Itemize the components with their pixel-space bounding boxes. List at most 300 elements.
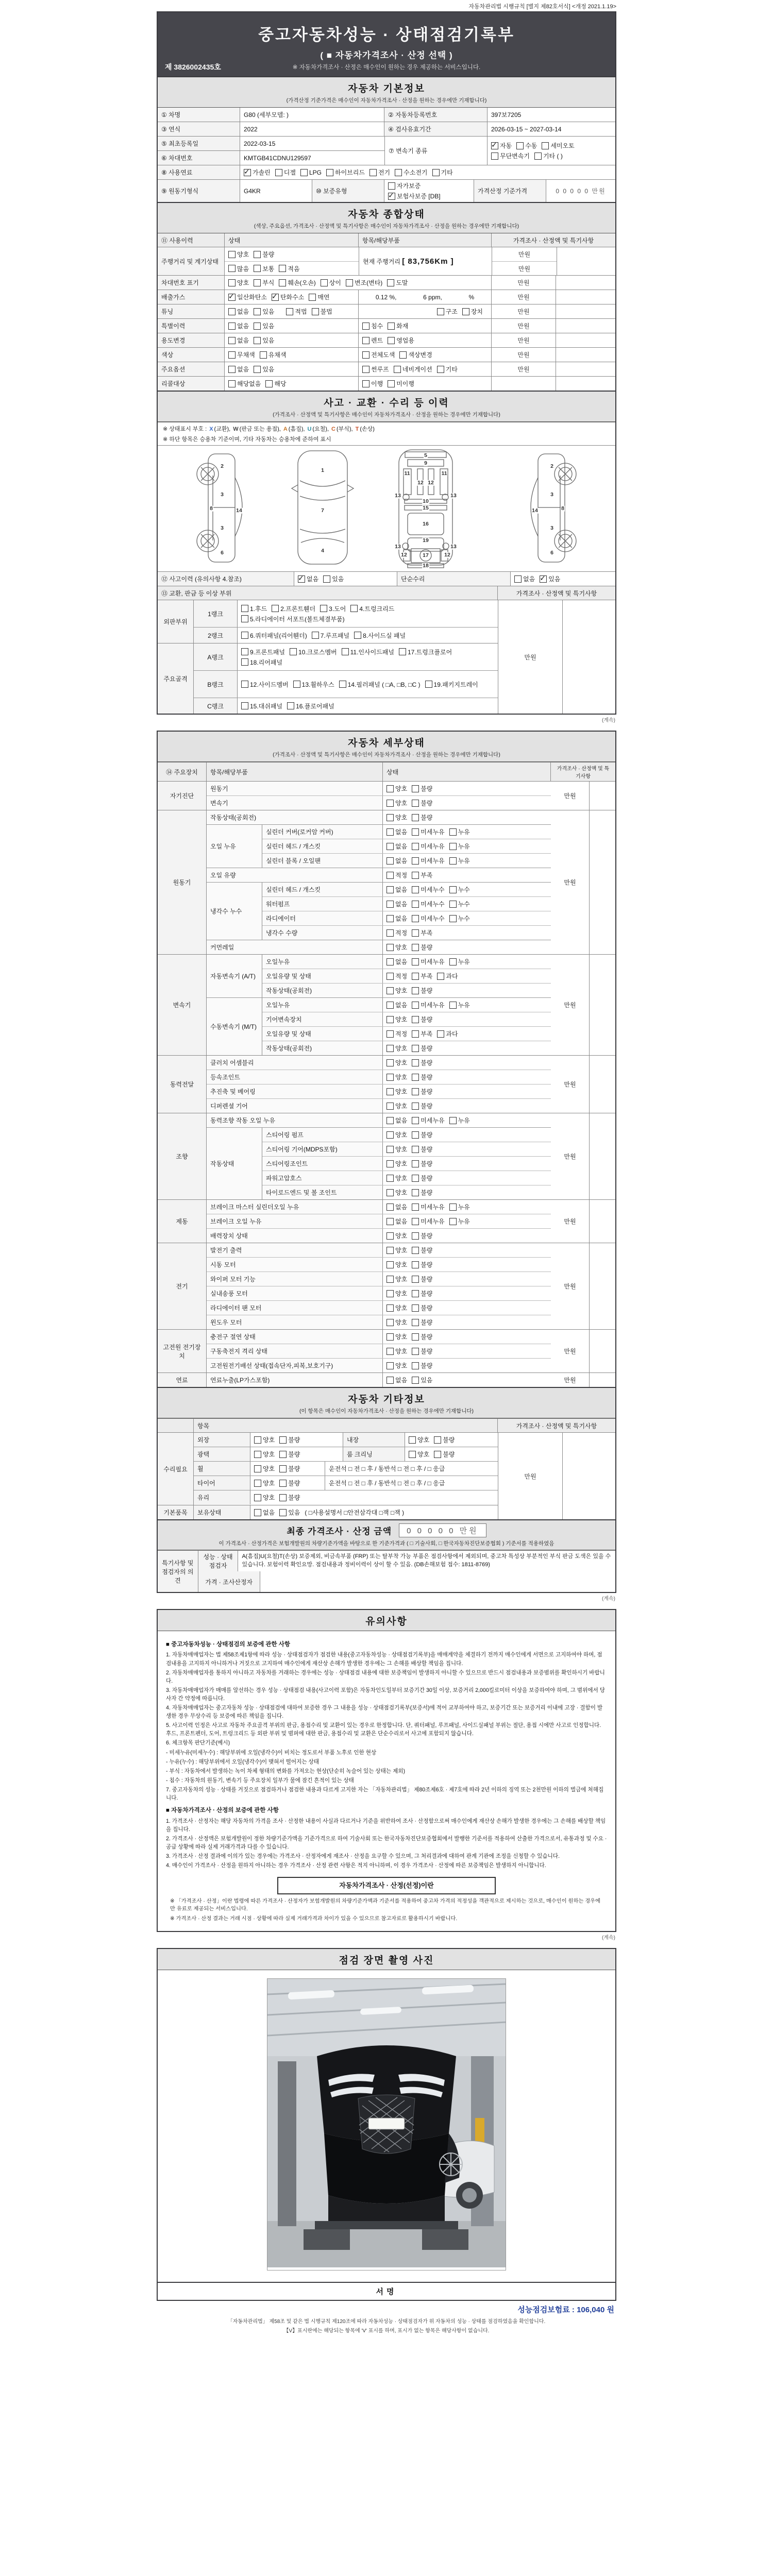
checkbox[interactable] — [449, 901, 457, 908]
checkbox[interactable] — [254, 251, 261, 258]
checkbox[interactable] — [386, 944, 394, 951]
checkbox[interactable] — [412, 1088, 419, 1095]
checkbox[interactable] — [388, 337, 395, 344]
checkbox[interactable] — [279, 1436, 287, 1444]
checkbox[interactable] — [312, 308, 319, 315]
checkbox[interactable] — [254, 337, 261, 344]
main-option[interactable] — [228, 365, 249, 374]
etc-option[interactable] — [254, 1479, 275, 1487]
status-option[interactable] — [412, 885, 444, 894]
status-option[interactable] — [412, 1001, 444, 1009]
mileage-option[interactable] — [228, 250, 249, 259]
checkbox[interactable] — [241, 632, 248, 639]
color-option[interactable] — [260, 350, 287, 359]
recall-done-option[interactable] — [388, 379, 414, 388]
checkbox[interactable] — [386, 1204, 394, 1211]
checkbox[interactable] — [326, 169, 333, 176]
checkbox[interactable] — [386, 1002, 394, 1009]
checkbox[interactable] — [412, 1103, 419, 1110]
status-option[interactable] — [412, 1231, 432, 1240]
checkbox[interactable] — [293, 681, 300, 688]
checkbox[interactable] — [228, 294, 236, 301]
checkbox[interactable] — [388, 380, 395, 387]
status-option[interactable] — [386, 1231, 407, 1240]
vin-mark-option[interactable] — [387, 278, 408, 287]
checkbox[interactable] — [386, 857, 394, 865]
tuning-option[interactable] — [228, 307, 249, 316]
status-option[interactable] — [412, 943, 432, 952]
checkbox[interactable] — [412, 1290, 419, 1297]
checkbox[interactable] — [254, 1509, 261, 1516]
frame-option[interactable] — [241, 648, 285, 656]
status-option[interactable] — [449, 957, 470, 966]
checkbox[interactable] — [387, 279, 394, 286]
main-option-kind[interactable] — [437, 365, 458, 374]
checkbox[interactable] — [412, 1016, 419, 1023]
status-option[interactable] — [412, 784, 432, 793]
status-option[interactable] — [386, 1303, 407, 1312]
checkbox[interactable] — [254, 1494, 261, 1501]
checkbox[interactable] — [412, 1117, 419, 1124]
checkbox[interactable] — [412, 1131, 419, 1139]
status-option[interactable] — [412, 1130, 432, 1139]
frame-option[interactable] — [399, 648, 452, 656]
emission-option[interactable] — [272, 293, 304, 301]
frame-option[interactable] — [342, 648, 394, 656]
status-option[interactable] — [386, 914, 407, 923]
checkbox[interactable] — [434, 1451, 441, 1458]
checkbox[interactable] — [412, 1146, 419, 1153]
status-option[interactable] — [412, 957, 444, 966]
status-option[interactable] — [386, 1260, 407, 1269]
accident-history-option[interactable] — [298, 574, 318, 583]
checkbox[interactable] — [412, 1045, 419, 1052]
etc-option[interactable] — [254, 1435, 275, 1444]
panel-option[interactable] — [241, 631, 307, 640]
status-option[interactable] — [386, 1116, 407, 1125]
etc-option[interactable] — [279, 1479, 300, 1487]
checkbox[interactable] — [228, 308, 236, 315]
checkbox[interactable] — [449, 886, 457, 893]
panel-option[interactable] — [312, 631, 349, 640]
checkbox[interactable] — [514, 575, 522, 583]
checkbox[interactable] — [354, 632, 361, 639]
checkbox[interactable] — [350, 605, 358, 612]
checkbox[interactable] — [394, 366, 401, 373]
checkbox[interactable] — [534, 152, 542, 160]
checkbox[interactable] — [369, 169, 377, 176]
etc-option[interactable] — [434, 1435, 455, 1444]
transmission-option[interactable] — [491, 141, 512, 150]
checkbox[interactable] — [412, 1377, 419, 1384]
checkbox[interactable] — [362, 380, 369, 387]
checkbox[interactable] — [254, 1451, 261, 1458]
checkbox[interactable] — [300, 169, 308, 176]
checkbox[interactable] — [386, 1319, 394, 1326]
frame-option[interactable] — [339, 680, 421, 689]
etc-option[interactable] — [254, 1450, 275, 1459]
checkbox[interactable] — [362, 366, 369, 373]
main-option-kind[interactable] — [362, 365, 389, 374]
checkbox[interactable] — [279, 1480, 287, 1487]
status-option[interactable] — [412, 1058, 432, 1067]
fuel-option[interactable] — [275, 168, 296, 177]
checkbox[interactable] — [272, 605, 279, 612]
checkbox[interactable] — [386, 901, 394, 908]
status-option[interactable] — [412, 813, 432, 822]
checkbox[interactable] — [449, 828, 457, 836]
checkbox[interactable] — [449, 915, 457, 922]
checkbox[interactable] — [412, 785, 419, 792]
status-option[interactable] — [449, 1217, 470, 1226]
checkbox[interactable] — [386, 958, 394, 965]
status-option[interactable] — [386, 1361, 407, 1370]
checkbox[interactable] — [254, 265, 261, 272]
status-option[interactable] — [437, 972, 458, 980]
checkbox[interactable] — [386, 1290, 394, 1297]
status-option[interactable] — [386, 1130, 407, 1139]
checkbox[interactable] — [449, 1002, 457, 1009]
checkbox[interactable] — [386, 1276, 394, 1283]
usage-kind-option[interactable] — [362, 336, 383, 345]
status-option[interactable] — [412, 1101, 432, 1110]
frame-option[interactable] — [425, 680, 478, 689]
checkbox[interactable] — [254, 279, 261, 286]
special-option[interactable] — [228, 321, 249, 330]
checkbox[interactable] — [386, 987, 394, 994]
tuning-kind-option[interactable] — [437, 307, 458, 316]
status-option[interactable] — [412, 1376, 432, 1384]
color-kind-option[interactable] — [399, 350, 432, 359]
checkbox[interactable] — [342, 648, 349, 655]
checkbox[interactable] — [254, 366, 261, 373]
etc-option[interactable] — [434, 1450, 455, 1459]
status-option[interactable] — [386, 1058, 407, 1067]
panel-option[interactable] — [354, 631, 406, 640]
checkbox[interactable] — [432, 169, 440, 176]
status-option[interactable] — [386, 986, 407, 995]
status-option[interactable] — [412, 1318, 432, 1327]
checkbox[interactable] — [412, 1348, 419, 1355]
status-option[interactable] — [386, 1029, 407, 1038]
checkbox[interactable] — [412, 1261, 419, 1268]
etc-option[interactable] — [254, 1464, 275, 1473]
checkbox[interactable] — [260, 351, 267, 359]
transmission-option[interactable] — [516, 141, 537, 150]
checkbox[interactable] — [265, 380, 273, 387]
checkbox[interactable] — [399, 648, 406, 655]
checkbox[interactable] — [412, 1362, 419, 1369]
checkbox[interactable] — [412, 1304, 419, 1312]
checkbox[interactable] — [386, 929, 394, 937]
panel-option[interactable] — [350, 604, 394, 613]
checkbox[interactable] — [412, 843, 419, 850]
main-option-kind[interactable] — [394, 365, 432, 374]
color-option[interactable] — [228, 350, 255, 359]
status-option[interactable] — [386, 871, 407, 879]
fuel-option[interactable] — [369, 168, 390, 177]
status-option[interactable] — [386, 842, 407, 851]
status-option[interactable] — [386, 900, 407, 908]
checkbox[interactable] — [412, 958, 419, 965]
status-option[interactable] — [449, 1202, 470, 1211]
status-option[interactable] — [449, 827, 470, 836]
checkbox[interactable] — [386, 973, 394, 980]
transmission-option[interactable] — [491, 151, 530, 160]
status-option[interactable] — [386, 957, 407, 966]
checkbox[interactable] — [412, 1074, 419, 1081]
special-kind-option[interactable] — [362, 321, 383, 330]
special-option[interactable] — [254, 321, 274, 330]
checkbox[interactable] — [412, 1160, 419, 1167]
status-option[interactable] — [412, 1289, 432, 1298]
status-option[interactable] — [386, 1318, 407, 1327]
checkbox[interactable] — [228, 265, 236, 272]
checkbox[interactable] — [386, 1131, 394, 1139]
recall-done-option[interactable] — [362, 379, 383, 388]
checkbox[interactable] — [412, 1319, 419, 1326]
status-option[interactable] — [412, 972, 432, 980]
checkbox[interactable] — [388, 323, 395, 330]
checkbox[interactable] — [540, 575, 547, 583]
status-option[interactable] — [386, 1332, 407, 1341]
checkbox[interactable] — [412, 1002, 419, 1009]
checkbox[interactable] — [386, 1059, 394, 1066]
simple-repair-option[interactable] — [540, 574, 560, 583]
status-option[interactable] — [386, 1073, 407, 1081]
status-option[interactable] — [412, 827, 444, 836]
status-option[interactable] — [412, 1202, 444, 1211]
checkbox[interactable] — [388, 193, 395, 200]
status-option[interactable] — [449, 842, 470, 851]
checkbox[interactable] — [386, 785, 394, 792]
checkbox[interactable] — [412, 929, 419, 937]
checkbox[interactable] — [362, 323, 369, 330]
checkbox[interactable] — [241, 648, 248, 655]
status-option[interactable] — [412, 856, 444, 865]
status-option[interactable] — [386, 1376, 407, 1384]
etc-option[interactable] — [409, 1450, 429, 1459]
checkbox[interactable] — [386, 1261, 394, 1268]
status-option[interactable] — [412, 1116, 444, 1125]
status-option[interactable] — [386, 1087, 407, 1096]
checkbox[interactable] — [386, 1117, 394, 1124]
checkbox[interactable] — [323, 575, 330, 583]
status-option[interactable] — [412, 1217, 444, 1226]
checkbox[interactable] — [386, 1348, 394, 1355]
checkbox[interactable] — [272, 294, 279, 301]
status-option[interactable] — [386, 813, 407, 822]
frame-option[interactable] — [287, 702, 334, 710]
vin-mark-option[interactable] — [279, 278, 315, 287]
tuning-option[interactable] — [254, 307, 274, 316]
checkbox[interactable] — [386, 1232, 394, 1240]
status-option[interactable] — [412, 914, 444, 923]
checkbox[interactable] — [412, 1333, 419, 1341]
checkbox[interactable] — [279, 1494, 287, 1501]
checkbox[interactable] — [339, 681, 346, 688]
checkbox[interactable] — [386, 814, 394, 821]
checkbox[interactable] — [275, 169, 282, 176]
checkbox[interactable] — [386, 1304, 394, 1312]
checkbox[interactable] — [409, 1436, 416, 1444]
checkbox[interactable] — [412, 1232, 419, 1240]
status-option[interactable] — [412, 1145, 432, 1154]
checkbox[interactable] — [241, 615, 248, 622]
status-option[interactable] — [412, 1087, 432, 1096]
status-option[interactable] — [386, 1044, 407, 1053]
tuning-legal-option[interactable] — [286, 307, 307, 316]
checkbox[interactable] — [409, 1451, 416, 1458]
status-option[interactable] — [412, 1303, 432, 1312]
checkbox[interactable] — [241, 681, 248, 688]
checkbox[interactable] — [386, 1175, 394, 1182]
etc-option[interactable] — [279, 1464, 300, 1473]
vin-mark-option[interactable] — [228, 278, 249, 287]
checkbox[interactable] — [449, 958, 457, 965]
status-option[interactable] — [449, 900, 470, 908]
usage-kind-option[interactable] — [388, 336, 414, 345]
checkbox[interactable] — [449, 843, 457, 850]
status-option[interactable] — [386, 885, 407, 894]
checkbox[interactable] — [287, 702, 294, 709]
tuning-kind-option[interactable] — [462, 307, 483, 316]
recall-option[interactable] — [228, 379, 261, 388]
status-option[interactable] — [412, 900, 444, 908]
vin-mark-option[interactable] — [321, 278, 341, 287]
checkbox[interactable] — [412, 1030, 419, 1038]
accident-history-option[interactable] — [323, 574, 344, 583]
status-option[interactable] — [386, 856, 407, 865]
status-option[interactable] — [386, 943, 407, 952]
checkbox[interactable] — [386, 828, 394, 836]
etc-option[interactable] — [279, 1435, 300, 1444]
checkbox[interactable] — [395, 169, 402, 176]
usage-option[interactable] — [254, 336, 274, 345]
status-option[interactable] — [412, 1015, 432, 1024]
checkbox[interactable] — [412, 857, 419, 865]
status-option[interactable] — [412, 871, 432, 879]
checkbox[interactable] — [412, 828, 419, 836]
fuel-option[interactable] — [300, 169, 322, 176]
tuning-legal-option[interactable] — [312, 307, 332, 316]
etc-option[interactable] — [254, 1508, 275, 1517]
checkbox[interactable] — [228, 323, 236, 330]
checkbox[interactable] — [437, 366, 444, 373]
checkbox[interactable] — [254, 1436, 261, 1444]
checkbox[interactable] — [386, 1146, 394, 1153]
frame-option[interactable] — [290, 648, 337, 656]
status-option[interactable] — [412, 842, 444, 851]
checkbox[interactable] — [254, 1465, 261, 1472]
checkbox[interactable] — [412, 1276, 419, 1283]
panel-option[interactable] — [320, 604, 346, 613]
checkbox[interactable] — [386, 1247, 394, 1254]
transmission-option[interactable] — [534, 151, 563, 160]
checkbox[interactable] — [462, 308, 469, 315]
status-option[interactable] — [412, 1073, 432, 1081]
status-option[interactable] — [386, 1275, 407, 1283]
color-kind-option[interactable] — [362, 350, 395, 359]
checkbox[interactable] — [244, 169, 251, 176]
status-option[interactable] — [412, 1260, 432, 1269]
checkbox[interactable] — [241, 702, 248, 709]
checkbox[interactable] — [320, 605, 327, 612]
status-option[interactable] — [386, 784, 407, 793]
usage-option[interactable] — [228, 336, 249, 345]
checkbox[interactable] — [228, 279, 236, 286]
status-option[interactable] — [412, 928, 432, 937]
checkbox[interactable] — [241, 605, 248, 612]
status-option[interactable] — [412, 1159, 432, 1168]
status-option[interactable] — [449, 914, 470, 923]
status-option[interactable] — [386, 1145, 407, 1154]
checkbox[interactable] — [437, 1030, 444, 1038]
status-option[interactable] — [386, 1289, 407, 1298]
status-option[interactable] — [412, 1361, 432, 1370]
checkbox[interactable] — [412, 1218, 419, 1225]
checkbox[interactable] — [542, 142, 549, 149]
checkbox[interactable] — [254, 323, 261, 330]
checkbox[interactable] — [241, 658, 248, 666]
checkbox[interactable] — [412, 886, 419, 893]
etc-option[interactable] — [279, 1508, 300, 1517]
status-option[interactable] — [386, 928, 407, 937]
status-option[interactable] — [412, 1275, 432, 1283]
status-option[interactable] — [386, 1101, 407, 1110]
panel-option[interactable] — [241, 615, 345, 623]
special-kind-option[interactable] — [388, 321, 408, 330]
status-option[interactable] — [412, 1029, 432, 1038]
checkbox[interactable] — [449, 1117, 457, 1124]
frame-option[interactable] — [241, 658, 282, 667]
checkbox[interactable] — [386, 1074, 394, 1081]
status-option[interactable] — [449, 856, 470, 865]
checkbox[interactable] — [399, 351, 407, 359]
status-option[interactable] — [386, 1217, 407, 1226]
frame-option[interactable] — [241, 702, 282, 710]
checkbox[interactable] — [254, 308, 261, 315]
etc-option[interactable] — [409, 1435, 429, 1444]
checkbox[interactable] — [412, 973, 419, 980]
etc-option[interactable] — [279, 1450, 300, 1459]
checkbox[interactable] — [412, 814, 419, 821]
frame-option[interactable] — [293, 680, 334, 689]
main-option[interactable] — [254, 365, 274, 374]
transmission-option[interactable] — [542, 141, 574, 150]
checkbox[interactable] — [312, 632, 319, 639]
checkbox[interactable] — [228, 380, 236, 387]
checkbox[interactable] — [412, 915, 419, 922]
checkbox[interactable] — [298, 575, 305, 583]
checkbox[interactable] — [362, 351, 369, 359]
checkbox[interactable] — [386, 886, 394, 893]
checkbox[interactable] — [386, 1377, 394, 1384]
status-option[interactable] — [412, 986, 432, 995]
checkbox[interactable] — [412, 944, 419, 951]
checkbox[interactable] — [254, 1480, 261, 1487]
checkbox[interactable] — [321, 279, 328, 286]
checkbox[interactable] — [279, 279, 286, 286]
mileage-option[interactable] — [254, 250, 274, 259]
checkbox[interactable] — [386, 1103, 394, 1110]
checkbox[interactable] — [386, 800, 394, 807]
checkbox[interactable] — [386, 1045, 394, 1052]
checkbox[interactable] — [290, 648, 297, 655]
status-option[interactable] — [386, 972, 407, 980]
etc-option[interactable] — [254, 1493, 275, 1502]
status-option[interactable] — [386, 1202, 407, 1211]
